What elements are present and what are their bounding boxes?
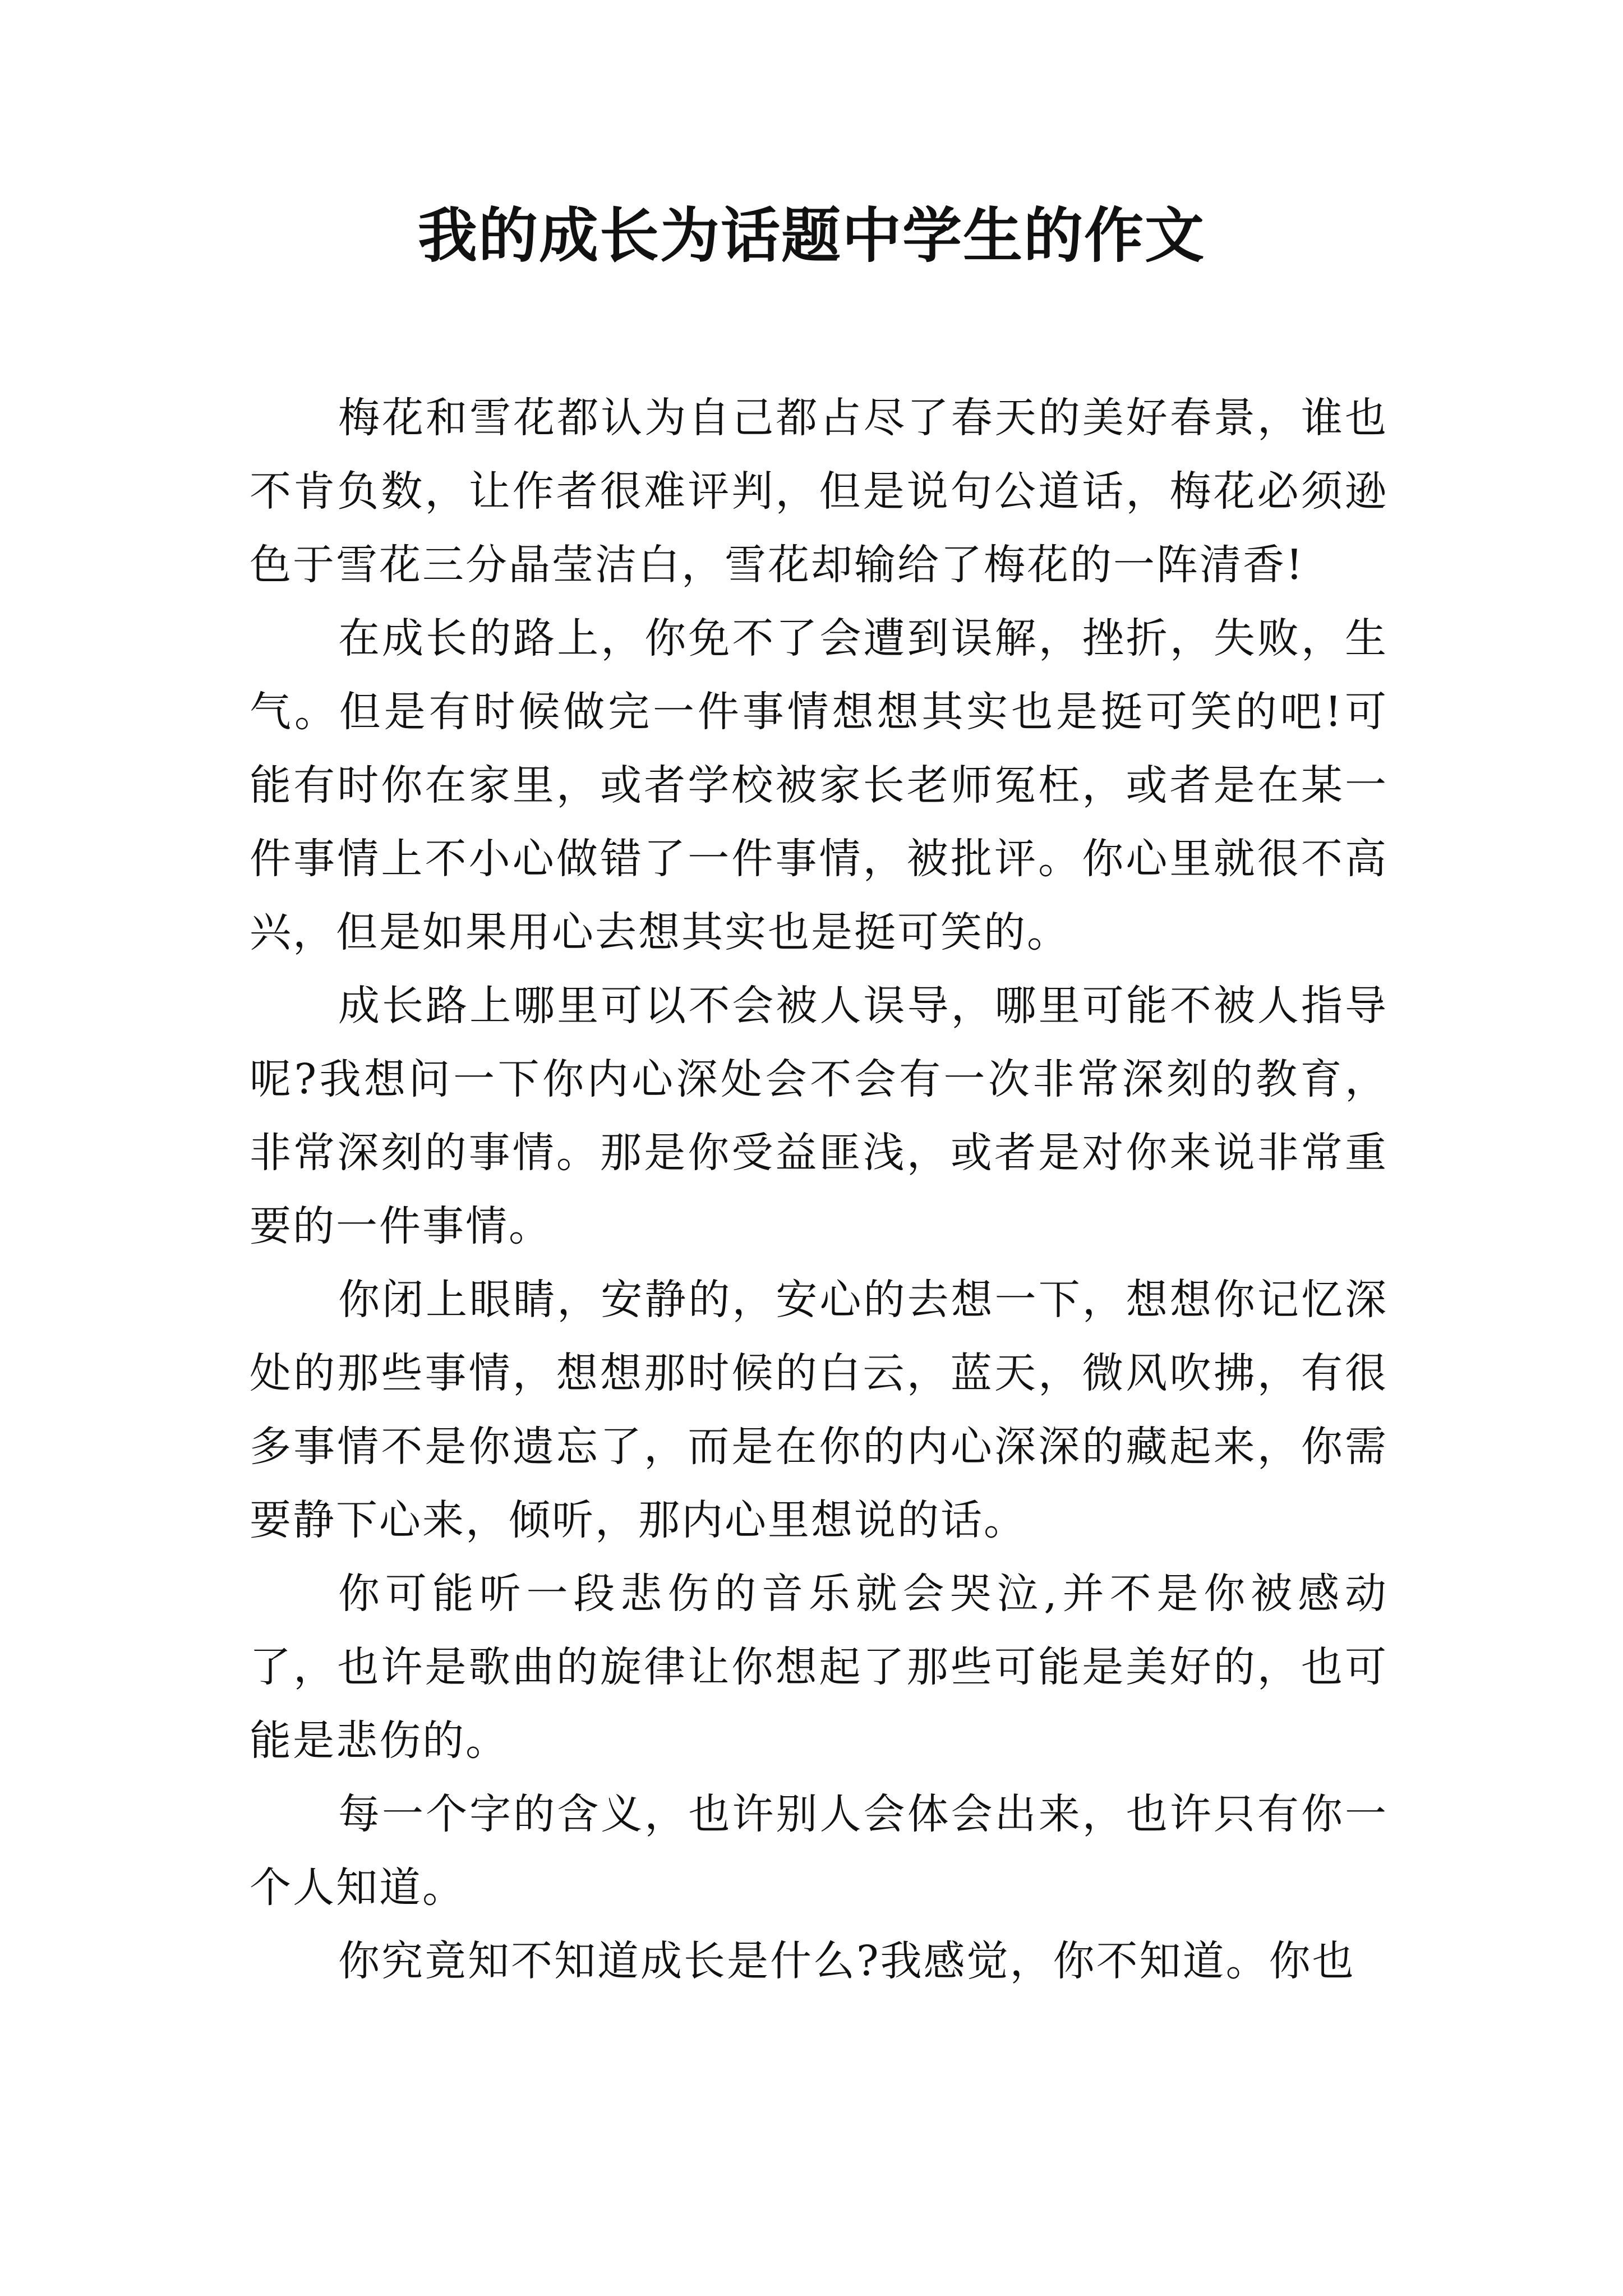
paragraph-1: 梅花和雪花都认为自己都占尽了春天的美好春景，谁也不肯负数，让作者很难评判，但是说句公道话，梅花必须逊色于雪花三分晶莹洁白，雪花却输给了梅花的一阵清香!	[250, 394, 1388, 589]
paragraph-7: 你究竟知不知道成长是什么?我感觉，你不知道。你也	[338, 1937, 1355, 1985]
paragraph-6: 每一个字的含义，也许别人会体会出来，也许只有你一个人知道。	[250, 1790, 1388, 1912]
paragraph-3: 成长路上哪里可以不会被人误导，哪里可能不被人指导呢?我想问一下你内心深处会不会有一次非常深刻的教育，非常深刻的事情。那是你受益匪浅，或者是对你来说非常重要的一件事情。	[250, 982, 1388, 1250]
document-title: 我的成长为话题中学生的作文	[418, 200, 1205, 270]
paragraph-4: 你闭上眼睛，安静的，安心的去想一下，想想你记忆深处的那些事情，想想那时候的白云，蓝天，微风吹拂，有很多事情不是你遗忘了，而是在你的内心深深的藏起来，你需要静下心来，倾听，那内心里想说的话。	[250, 1276, 1388, 1544]
document-body	[250, 381, 1388, 1998]
paragraph-5: 你可能听一段悲伤的音乐就会哭泣,并不是你被感动了，也许是歌曲的旋律让你想起了那些可能是美好的，也可能是悲伤的。	[250, 1570, 1388, 1765]
paragraph-2: 在成长的路上，你免不了会遭到误解，挫折，失败，生气。但是有时候做完一件事情想想其实也是挺可笑的吧!可能有时你在家里，或者学校被家长老师冤枉，或者是在某一件事情上不小心做错了一件事情，被批评。你心里就很不高兴，但是如果用心去想其实也是挺可笑的。	[250, 614, 1388, 956]
